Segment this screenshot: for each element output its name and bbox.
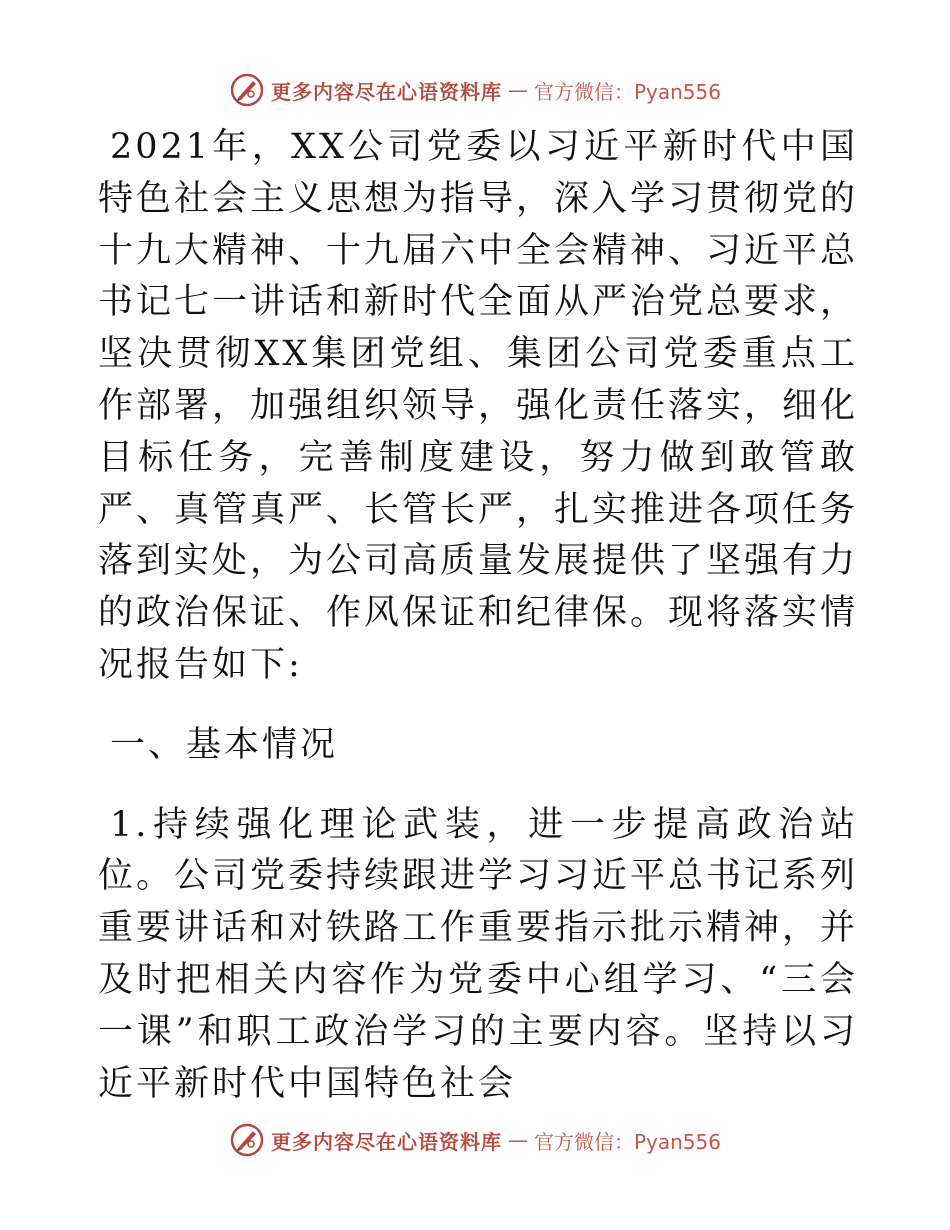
- footer-watermark-banner: [0, 1120, 950, 1160]
- intro-paragraph: 2021年，XX公司党委以习近平新时代中国特色社会主义思想为指导，深入学习贯彻党的十九大精神、十九届六中全会精神、习近平总书记七一讲话和新时代全面从严治党总要求，坚决贯彻XX集团党组、集团公司党委重点工作部署，加强组织领导，强化责任落实，细化目标任务，完善制度建设，努力做到敢管敢严、真管真严、长管长严，扎实推进各项任务落到实处，为公司高质量发展提供了坚强有力的政治保证、作风保证和纪律保。现将落实情况报告如下:: [98, 127, 859, 685]
- section-heading: 一、基本情况: [110, 724, 339, 765]
- document-body: [98, 122, 858, 1110]
- banner-site-text: 更多内容尽在心语资料库: [270, 1129, 502, 1154]
- header-watermark-banner: [0, 70, 950, 110]
- banner-separator: —: [507, 1128, 528, 1152]
- item-paragraph: 1.持续强化理论武装，进一步提高政治站位。公司党委持续跟进学习习近平总书记系列重要讲话和对铁路工作重要指示批示精神，并及时把相关内容作为党委中心组学习、“三会一课”和职工政治学习的主要内容。坚持以习近平新时代中国特色社会: [98, 804, 859, 1104]
- quill-pen-icon: [229, 1122, 265, 1158]
- banner-separator: —: [507, 78, 528, 102]
- banner-wechat-id: 官方微信：Pyan556: [533, 79, 721, 104]
- banner-wechat-id: 官方微信：Pyan556: [533, 1129, 721, 1154]
- banner-site-text: 更多内容尽在心语资料库: [270, 79, 502, 104]
- quill-pen-icon: [229, 72, 265, 108]
